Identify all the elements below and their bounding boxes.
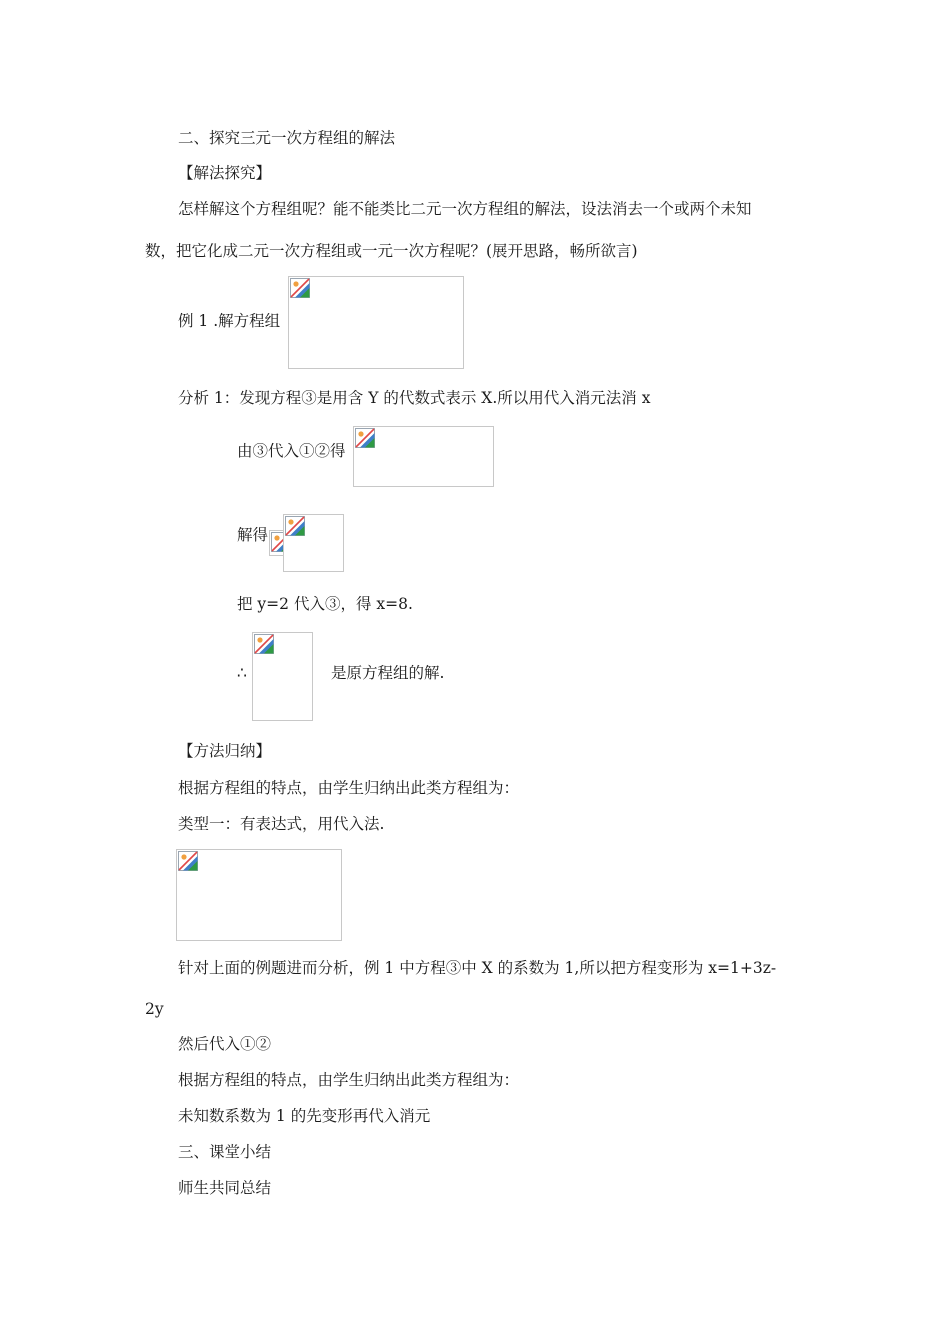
broken-image-icon — [290, 278, 310, 298]
explore-heading: 【解法探究】 — [178, 164, 272, 182]
summary-intro: 根据方程组的特点，由学生归纳出此类方程组为： — [178, 779, 520, 797]
substitute-step: 由③代入①②得 — [237, 442, 346, 460]
type1-example-image — [176, 849, 342, 941]
section3-title: 三、课堂小结 — [178, 1143, 272, 1161]
broken-image-icon — [178, 851, 198, 871]
coefficient-rule: 未知数系数为 1 的先变形再代入消元 — [178, 1107, 431, 1125]
solve-label: 解得 — [237, 526, 269, 544]
back-substitute: 把 y=2 代入③，得 x=8. — [237, 595, 413, 613]
therefore-symbol: ∴ — [237, 664, 247, 682]
final-solution-image — [252, 632, 313, 721]
broken-image-icon — [355, 428, 375, 448]
broken-image-icon — [285, 516, 305, 536]
example1-label: 例 1 .解方程组 — [178, 312, 281, 330]
class-summary: 师生共同总结 — [178, 1179, 272, 1197]
explore-paragraph-line2: 数，把它化成二元一次方程组或一元一次方程呢？(展开思路，畅所欲言) — [145, 242, 638, 260]
method-heading: 【方法归纳】 — [178, 742, 272, 760]
further-analysis-line1: 针对上面的例题进而分析，例 1 中方程③中 X 的系数为 1,所以把方程变形为 x=1+3z- — [178, 959, 777, 977]
then-substitute: 然后代入①② — [178, 1035, 272, 1053]
analysis1: 分析 1：发现方程③是用含 Y 的代数式表示 X.所以用代入消元法消 x — [178, 389, 651, 407]
equation-system-image — [288, 276, 464, 369]
further-analysis-line2: 2y — [145, 1000, 164, 1018]
type1: 类型一：有表达式，用代入法. — [178, 815, 385, 833]
summary-intro2: 根据方程组的特点，由学生归纳出此类方程组为： — [178, 1071, 520, 1089]
substituted-equations-image — [353, 426, 494, 487]
solution-text: 是原方程组的解. — [331, 664, 445, 682]
solution-image — [283, 514, 344, 572]
section2-title: 二、探究三元一次方程组的解法 — [178, 129, 396, 147]
explore-paragraph-line1: 怎样解这个方程组呢？能不能类比二元一次方程组的解法，设法消去一个或两个未知 — [178, 200, 752, 218]
broken-image-icon — [254, 634, 274, 654]
